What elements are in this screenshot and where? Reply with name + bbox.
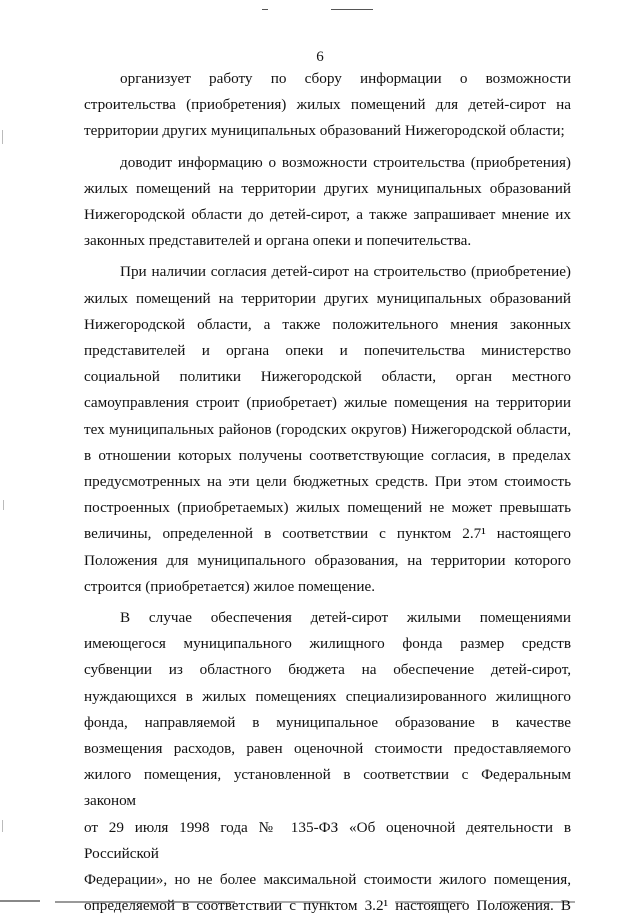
text-line: нуждающихся в жилых помещениях специализированного жилищного	[84, 687, 571, 705]
paragraph-2-line	[84, 228, 571, 254]
paragraph-2	[84, 150, 571, 176]
paragraph-4-line	[84, 736, 571, 762]
paragraph-4-line	[84, 762, 571, 814]
text-line: фонда, направляемой в муниципальное образование в качестве	[84, 713, 571, 731]
text-line: Нижегородской области, а также положительного мнения законных	[84, 315, 571, 333]
scan-artifact-left	[2, 130, 3, 144]
paragraph-3-line	[84, 495, 571, 521]
paragraph-4-line	[84, 684, 571, 710]
text-line: жилых помещений на территории других муниципальных образований	[84, 289, 571, 307]
paragraph-3-line	[84, 390, 571, 416]
paragraph-3-line	[84, 338, 571, 364]
text-line: от 29 июля 1998 года № 135-ФЗ «Об оценочной деятельности в Российской	[84, 818, 571, 862]
page-number: 6	[316, 49, 324, 65]
text-line: социальной политики Нижегородской области, орган местного	[84, 368, 571, 386]
text-line: строительства (приобретения) жилых помещений для детей-сирот на	[84, 96, 571, 114]
paragraph-3-line	[84, 469, 571, 495]
paragraph-1-line	[84, 118, 571, 144]
paragraph-3-line	[84, 364, 571, 390]
text-line: законных представителей и органа опеки и попечительства.	[84, 232, 472, 250]
text-line: субвенции из областного бюджета на обеспечение детей-сирот,	[84, 661, 571, 679]
paragraph-3-line	[84, 574, 571, 600]
text-line: В случае обеспечения детей-сирот жилыми помещениями	[120, 609, 571, 627]
paragraph-4-line	[84, 893, 571, 919]
paragraph-3-line	[84, 548, 571, 574]
paragraph-4-line	[84, 815, 571, 867]
scan-artifact-left	[2, 820, 3, 832]
paragraph-1-line	[84, 92, 571, 118]
scan-artifact-top	[262, 9, 268, 10]
text-line: представителей и органа опеки и попечительства министерство	[84, 342, 571, 360]
paragraph-4-line	[84, 657, 571, 683]
text-line: строится (приобретается) жилое помещение.	[84, 577, 376, 595]
text-line: величины, определенной в соответствии с пунктом 2.7¹ настоящего	[84, 525, 571, 543]
text-line: имеющегося муниципального жилищного фонда размер средств	[84, 635, 571, 653]
paragraph-4-line	[84, 710, 571, 736]
scan-artifact-top	[331, 9, 373, 10]
paragraph-3	[84, 259, 571, 285]
paragraph-3-line	[84, 521, 571, 547]
text-line: возмещения расходов, равен оценочной стоимости предоставляемого	[84, 740, 571, 758]
paragraph-1	[84, 66, 571, 92]
paragraph-3-line	[84, 286, 571, 312]
text-line: тех муниципальных районов (городских округов) Нижегородской области,	[84, 420, 571, 438]
document-body	[84, 66, 571, 920]
text-line: Нижегородской области до детей-сирот, а также запрашивает мнение их	[84, 206, 571, 224]
text-line: Федерации», но не более максимальной стоимости жилого помещения,	[84, 871, 571, 889]
paragraph-3-line	[84, 417, 571, 443]
paragraph-2-line	[84, 202, 571, 228]
scan-artifact-bottom	[0, 900, 40, 902]
paragraph-4-line	[84, 631, 571, 657]
text-line: в отношении которых получены соответствующие согласия, в пределах	[84, 446, 571, 464]
text-line: доводит информацию о возможности строительства (приобретения)	[120, 153, 571, 171]
text-line: предусмотренных на эти цели бюджетных средств. При этом стоимость	[84, 473, 571, 491]
paragraph-4	[84, 605, 571, 631]
text-line: жилого помещения, установленной в соответствии с Федеральным законом	[84, 766, 571, 810]
paragraph-2-line	[84, 176, 571, 202]
text-line: Положения для муниципального образования, на территории которого	[84, 551, 571, 569]
paragraph-3-line	[84, 443, 571, 469]
text-line: определяемой в соответствии с пунктом 3.2¹ настоящего Положения. В	[84, 897, 571, 915]
text-line: построенных (приобретаемых) жилых помещений не может превышать	[84, 499, 571, 517]
text-line: самоуправления строит (приобретает) жилые помещения на территории	[84, 394, 571, 412]
text-line: При наличии согласия детей-сирот на строительство (приобретение)	[120, 263, 571, 281]
text-line: жилых помещений на территории других муниципальных образований	[84, 179, 571, 197]
scan-artifact-left	[3, 500, 4, 510]
paragraph-4-line	[84, 867, 571, 893]
paragraph-3-line	[84, 312, 571, 338]
text-line: территории других муниципальных образований Нижегородской области;	[84, 122, 565, 140]
text-line: организует работу по сбору информации о возможности	[120, 70, 571, 87]
